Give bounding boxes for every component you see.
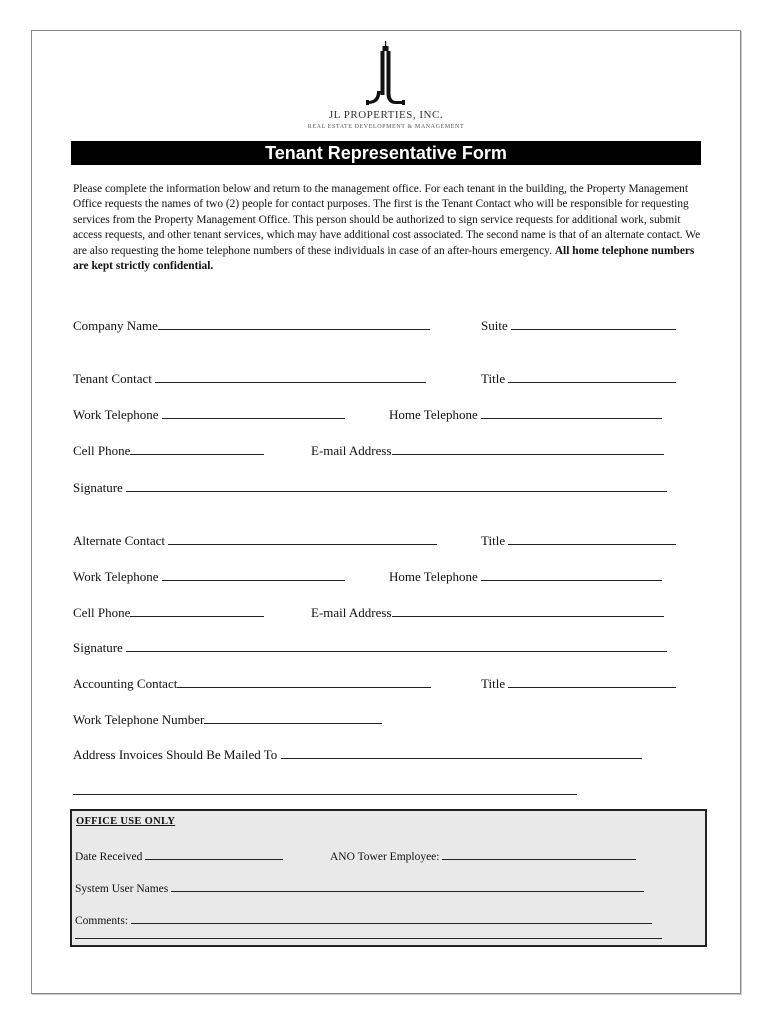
alternate-contact-field[interactable] [73, 532, 437, 549]
address-invoices-continuation[interactable] [73, 782, 577, 799]
form-page [31, 30, 741, 994]
alternate-work-telephone-label: Work Telephone [73, 569, 159, 584]
comments-line[interactable] [131, 911, 652, 924]
office-use-box [70, 809, 707, 947]
alternate-signature-line[interactable] [126, 639, 667, 652]
cell-phone-line[interactable] [130, 442, 264, 455]
tenant-title-field[interactable] [481, 370, 676, 387]
comments-continuation[interactable] [75, 928, 662, 944]
work-telephone-line[interactable] [162, 406, 345, 419]
alternate-cell-phone-line[interactable] [130, 604, 264, 617]
suite-line[interactable] [511, 317, 676, 330]
tenant-title-line[interactable] [508, 370, 676, 383]
date-received-line[interactable] [145, 847, 283, 860]
address-invoices-field[interactable] [73, 746, 642, 763]
work-telephone-label: Work Telephone [73, 407, 159, 422]
alternate-contact-label: Alternate Contact [73, 533, 166, 548]
tenant-title-label: Title [481, 371, 506, 386]
email-label: E-mail Address [311, 443, 392, 458]
alternate-contact-line[interactable] [168, 532, 437, 545]
ano-tower-employee-label: ANO Tower Employee: [330, 851, 440, 863]
home-telephone-line[interactable] [481, 406, 662, 419]
tenant-contact-line[interactable] [155, 370, 426, 383]
system-user-names-label: System User Names [75, 883, 169, 895]
alternate-title-field[interactable] [481, 532, 676, 549]
alternate-work-telephone-field[interactable] [73, 568, 345, 585]
company-name-label: Company Name [73, 318, 158, 333]
accounting-title-line[interactable] [508, 675, 676, 688]
intro-text: Please complete the information below and return to the management office. For each tenant in the building, the Property Management Office requests the names of two (2) people for contact purposes. The first is the Tenant Contact who will be responsible for requesting services from the Property Management Office. This person should be authorized to sign service requests for additional work, submit access requests, and other tenant services, which may have additional cost associated. The second name is that of an alternate contact. We are also requesting the home telephone numbers of these individuals in case of an after-hours emergency. [73, 183, 701, 257]
company-tagline: REAL ESTATE DEVELOPMENT & MANAGEMENT [307, 124, 465, 130]
tenant-contact-label: Tenant Contact [73, 371, 152, 386]
suite-field[interactable] [481, 317, 676, 334]
alternate-home-telephone-field[interactable] [389, 568, 662, 585]
alternate-title-line[interactable] [508, 532, 676, 545]
company-logo [32, 41, 740, 111]
alternate-cell-phone-label: Cell Phone [73, 605, 131, 620]
system-user-names-field[interactable] [75, 879, 644, 897]
alternate-email-field[interactable] [311, 604, 664, 621]
email-field[interactable] [311, 442, 664, 459]
cell-phone-label: Cell Phone [73, 443, 131, 458]
alternate-home-telephone-line[interactable] [481, 568, 662, 581]
comments-label: Comments: [75, 915, 129, 927]
company-name-line[interactable] [158, 317, 430, 330]
intro-paragraph [73, 182, 701, 274]
comments-line-2[interactable] [75, 934, 662, 939]
suite-label: Suite [481, 318, 508, 333]
accounting-title-field[interactable] [481, 675, 676, 692]
address-invoices-line-2[interactable] [73, 782, 577, 795]
home-telephone-label: Home Telephone [389, 407, 478, 422]
system-user-names-line[interactable] [171, 879, 644, 892]
tenant-contact-field[interactable] [73, 370, 426, 387]
signature-line[interactable] [126, 479, 667, 492]
alternate-work-telephone-line[interactable] [162, 568, 345, 581]
jl-logo-icon [356, 41, 416, 109]
intro-bold-text: All home telephone numbers are kept strictly confidential. [73, 244, 695, 273]
work-telephone-number-label: Work Telephone Number [73, 712, 205, 727]
accounting-title-label: Title [481, 676, 506, 691]
work-telephone-number-line[interactable] [204, 711, 382, 724]
date-received-label: Date Received [75, 851, 143, 863]
signature-label: Signature [73, 480, 123, 495]
company-name-field[interactable] [73, 317, 430, 334]
accounting-contact-line[interactable] [177, 675, 431, 688]
cell-phone-field[interactable] [73, 442, 264, 459]
address-invoices-line[interactable] [281, 746, 642, 759]
alternate-email-label: E-mail Address [311, 605, 392, 620]
address-invoices-label: Address Invoices Should Be Mailed To [73, 747, 278, 762]
email-line[interactable] [392, 442, 664, 455]
ano-tower-employee-line[interactable] [442, 847, 636, 860]
alternate-title-label: Title [481, 533, 506, 548]
signature-field[interactable] [73, 479, 667, 496]
work-telephone-field[interactable] [73, 406, 345, 423]
accounting-contact-field[interactable] [73, 675, 431, 692]
alternate-email-line[interactable] [392, 604, 664, 617]
alternate-signature-label: Signature [73, 640, 123, 655]
alternate-cell-phone-field[interactable] [73, 604, 264, 621]
company-name: JL PROPERTIES, INC. [328, 109, 444, 121]
alternate-home-telephone-label: Home Telephone [389, 569, 478, 584]
form-title: Tenant Representative Form [71, 141, 701, 165]
accounting-contact-label: Accounting Contact [73, 676, 178, 691]
comments-field[interactable] [75, 911, 652, 929]
alternate-signature-field[interactable] [73, 639, 667, 656]
ano-tower-employee-field[interactable] [330, 847, 636, 865]
office-use-title: OFFICE USE ONLY [76, 816, 176, 827]
date-received-field[interactable] [75, 847, 283, 865]
home-telephone-field[interactable] [389, 406, 662, 423]
work-telephone-number-field[interactable] [73, 711, 382, 728]
